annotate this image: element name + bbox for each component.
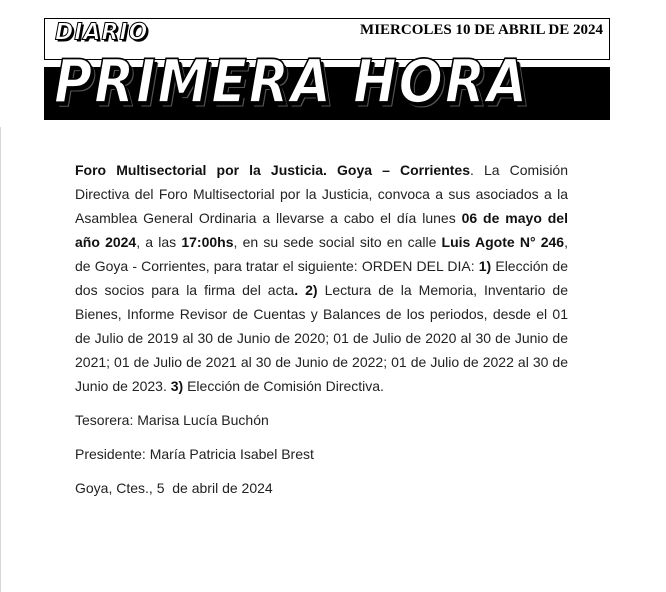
edict-content <box>75 158 568 510</box>
text-segment: . La Comisión Directiva del Foro Multisectorial por la Justicia, convoca a sus asociados a la Asamblea General Ordinaria a llevarse a cabo el día lunes <box>75 162 568 226</box>
agenda-item-number: 3) <box>170 378 184 394</box>
masthead <box>44 18 610 158</box>
left-divider <box>0 127 1 592</box>
text-segment: , en su sede social sito en calle <box>233 234 442 250</box>
text-segment: , a las <box>136 234 182 250</box>
org-name: Foro Multisectorial por la Justicia. Goya – Corrientes <box>75 162 471 178</box>
newspaper-name: PRIMERA HORA <box>54 48 530 117</box>
place-date-line: Goya, Ctes., 5 de abril de 2024 <box>75 480 273 496</box>
publication-date: MIERCOLES 10 DE ABRIL DE 2024 <box>360 22 603 38</box>
agenda-item-number: 1) <box>478 258 492 274</box>
treasurer-line: Tesorera: Marisa Lucía Buchón <box>75 412 269 428</box>
agenda-item-text: Lectura de la Memoria, Inventario de Bienes, Informe Revisor de Cuentas y Balances de los periodos, desde el 01 de Julio de 2019 al 30 de Junio de 2020; 01 de Julio de 2020 al 30 de Junio de 2021; 01 de Julio de 2021 al 30 de Junio de 2022; 01 de Julio de 2022 al 30 de Junio de 2023. <box>75 282 569 394</box>
agenda-item-text: Elección de Comisión Directiva. <box>183 378 384 394</box>
agenda-item-number: . 2) <box>294 282 318 298</box>
assembly-address: Luis Agote N° 246 <box>441 234 565 250</box>
text-segment: , de Goya - Corrientes, para tratar el siguiente: ORDEN DEL DIA: <box>75 234 568 274</box>
agenda-item-text: Elección de dos socios para la firma del acta <box>75 258 568 298</box>
president-line: Presidente: María Patricia Isabel Brest <box>75 446 314 462</box>
section-title: EDICTOS <box>478 129 600 158</box>
edict-paragraph <box>75 158 568 398</box>
diario-logo-text: DIARIO <box>55 19 149 46</box>
assembly-date: 06 de mayo del año 2024 <box>75 210 568 250</box>
assembly-time: 17:00hs <box>181 234 234 250</box>
